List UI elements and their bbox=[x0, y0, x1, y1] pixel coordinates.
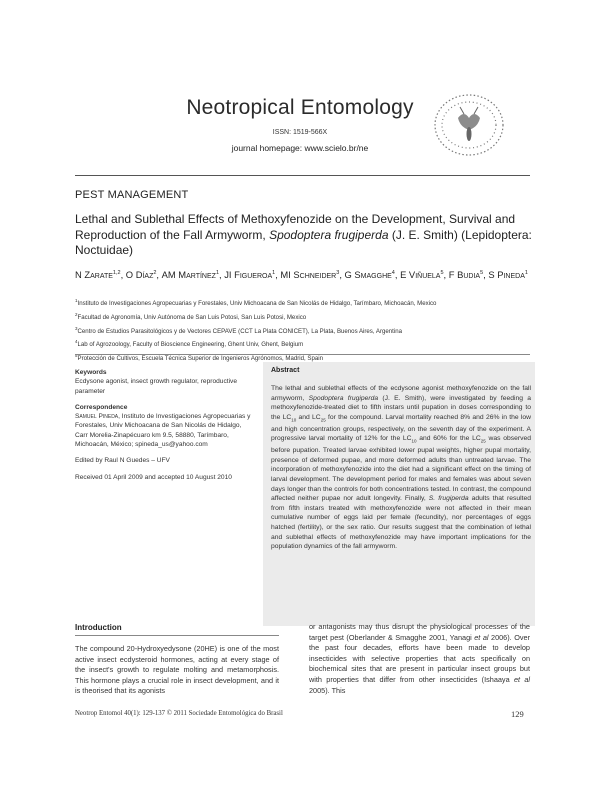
correspondence-heading: Correspondence bbox=[75, 403, 128, 411]
author: AM Martínez$^1$, bbox=[161, 269, 225, 281]
introduction-heading: Introduction bbox=[75, 623, 122, 632]
affiliation-divider bbox=[75, 354, 530, 355]
introduction-text-left: The compound 20-Hydroxyedysone (20HE) is one of the most active insect ecdysteroid hormones, acting at every stage of the insect's growth to regulate molting and metamorphosis. This hormone plays a crucial role in insect development, and it is theorised that its agonists bbox=[75, 644, 279, 696]
author: JI Figueroa$^1$, bbox=[224, 269, 281, 281]
affiliation: $^2$Facultad de Agronomía, Univ Autónoma de San Luis Potosi, San Luis Potosi, Mexico bbox=[75, 311, 307, 321]
keywords: Ecdysone agonist, insect growth regulator, reproductive parameter bbox=[75, 378, 238, 395]
received-date: Received 01 April 2009 and accepted 10 August 2010 bbox=[75, 473, 232, 481]
affiliation: $^5$Protección de Cultivos, Escuela Técnica Superior de Ingenieros Agrónomos, Madrid, Spain bbox=[75, 353, 323, 363]
correspondence: Samuel Pineda, Instituto de Investigaciones Agropecuarias y Forestales, Univ Michoacana de San Nicolás de Hidalgo, Carr Morelia-Zinapécuaro km 9.5, 58880, Tarímbaro, Michoacán, México; spineda_us@yahoo.com bbox=[75, 413, 251, 449]
affiliation: $^4$Lab of Agrozoology, Faculty of Bioscience Engineering, Ghent Univ, Ghent, Belgium bbox=[75, 339, 304, 349]
journal-citation-footer: Neotrop Entomol 40(1): 129-137 © 2011 Sociedade Entomológica do Brasil bbox=[75, 710, 283, 717]
keywords-heading: Keywords bbox=[75, 369, 107, 376]
author: S Pineda$^1$ bbox=[488, 269, 528, 281]
abstract-text: The lethal and sublethal effects of the ecdysone agonist methoxyfenozide on the fall armyworm, Spodoptera frugiperda (J. E. Smith), were investigated by feeding a methoxyfenozide-treated diet to fifth instars until pupation in doses corresponding to the $LC_{10}$ and $LC_{25}$ for the compound. Larval mortality reached 8% and 26% in the low and high concentration groups, respectively, on the seventh day of the experiment. A progressive larval mortality of 12% for the $LC_{10}$ and 60% for the $LC_{25}$ was observed before pupation. Treated larvae exhibited lower pupal weights, higher pupal mortality, presence of deformed pupae, and more deformed adults than untreated larvae. The incorporation of methoxyfenozide into the diet had a significant effect on the timing of larval development. The development period for males and females was about seven days longer than the controls for both concentrations tested. In contrast, the compound affected neither pupae nor adult longevity. Finally, S. frugiperda adults that resulted from fifth instars treated with methoxyfenozide were not affected in their mean cumulative number of eggs laid per female (fecundity), nor percentages of eggs hatched (fertility), or the sex ratio. Our results suggest that the combination of lethal and sublethal effects of methoxyfenozide may have important implications for the population dynamics of the fall armyworm. bbox=[271, 385, 531, 551]
author: G Smagghe$^4$, bbox=[344, 269, 401, 281]
section-label: PEST MANAGEMENT bbox=[75, 189, 189, 201]
affiliation: $^3$Centro de Estudios Parasitológicos y de Vectores CEPAVE (CCT La Plata CONICET), La Plata, Buenos Aires, Argentina bbox=[75, 325, 402, 335]
society-logo-icon bbox=[428, 88, 510, 162]
author-list bbox=[75, 265, 535, 283]
author: E Viñuela$^5$, bbox=[400, 269, 449, 281]
introduction-divider bbox=[75, 635, 279, 636]
author: F Budia$^5$, bbox=[448, 269, 489, 281]
journal-homepage: journal homepage: www.scielo.br/ne bbox=[231, 143, 369, 153]
article-metadata bbox=[75, 368, 253, 482]
author: N Zarate$^{1,2}$, bbox=[75, 269, 126, 281]
header-divider bbox=[75, 175, 530, 176]
author: O Díaz$^2$, bbox=[125, 269, 162, 281]
abstract-heading: Abstract bbox=[271, 367, 300, 374]
author: MI Schneider$^3$, bbox=[280, 269, 345, 281]
article-title: Lethal and Sublethal Effects of Methoxyfenozide on the Development, Survival and Reproduction of the Fall Armyworm, Spodoptera frugiperda (J. E. Smith) (Lepidoptera: Noctuidae) bbox=[75, 212, 532, 257]
introduction-text-right: or antagonists may thus disrupt the physiological processes of the target pest (Oberlander & Smagghe 2001, Yanagi et al 2006). Over the past four decades, efforts have been made to develop insecticides with selective properties that acts specifically on biochemical sites that are present in particular insect groups but with properties that differ from other insecticides (Ishaaya et al 2005). This bbox=[309, 622, 531, 695]
issn: ISSN: 1519-566X bbox=[272, 129, 328, 136]
page-number: 129 bbox=[511, 709, 524, 719]
affiliation: $^1$Instituto de Investigaciones Agropecuarias y Forestales, Univ Michoacana de San Nicolás de Hidalgo, Tarímbaro, Michoacán, Mexico bbox=[75, 298, 437, 308]
journal-title: Neotropical Entomology bbox=[186, 96, 414, 119]
edited-by: Edited by Raul N Guedes – UFV bbox=[75, 457, 170, 465]
